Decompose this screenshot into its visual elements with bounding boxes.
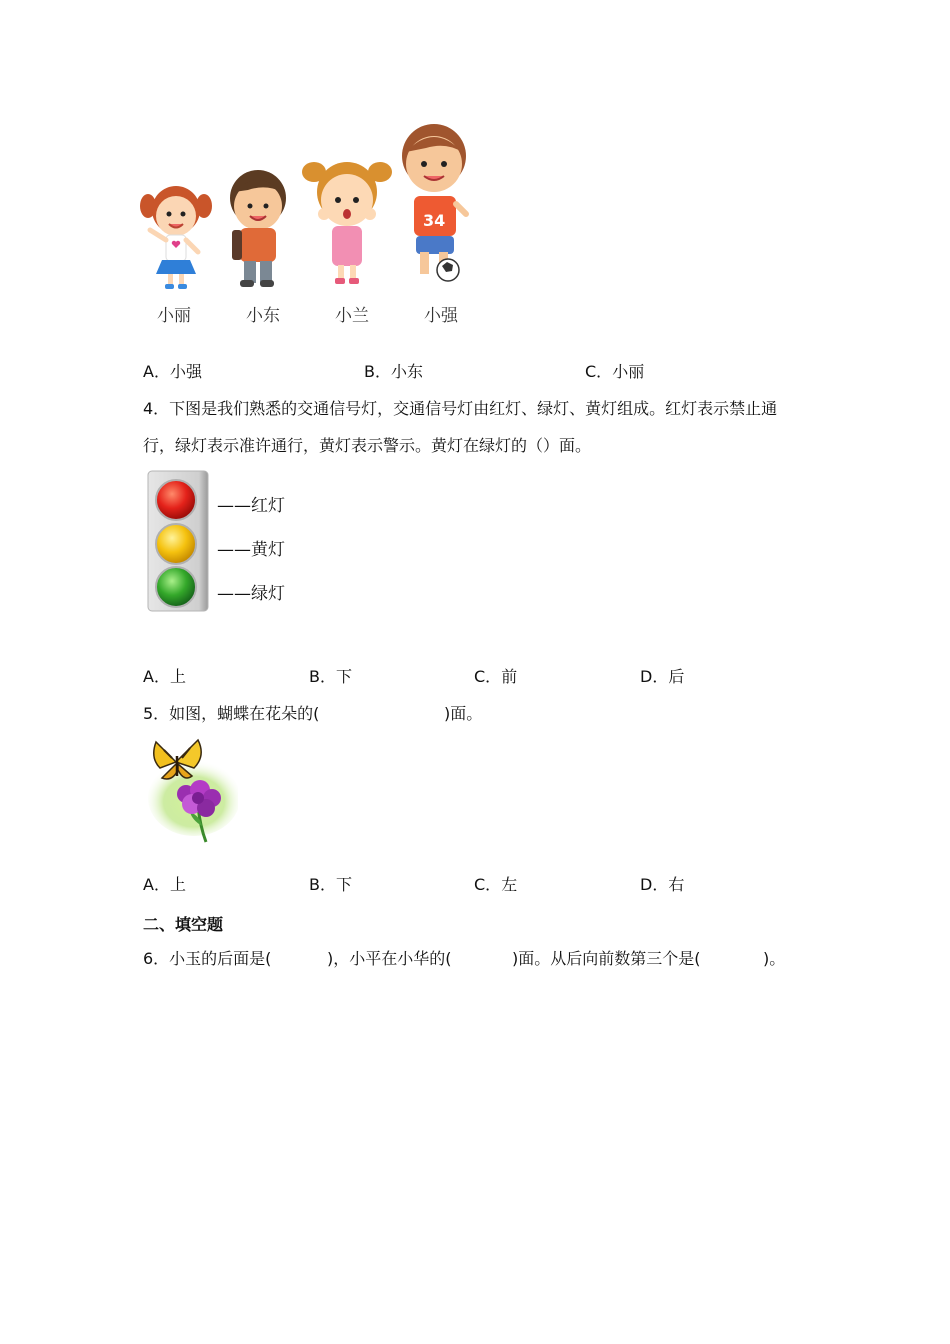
child-label-xiaoli: 小丽 (157, 306, 191, 326)
option-text: 上 (169, 667, 186, 686)
q5-option-c[interactable] (474, 875, 517, 895)
option-text: 左 (501, 875, 518, 894)
child-xiaolan-figure (302, 162, 392, 284)
option-letter: D． (640, 875, 669, 894)
traffic-light-label-red: ——红灯 (217, 496, 285, 516)
option-letter: B． (309, 667, 336, 686)
option-letter: C． (474, 875, 502, 894)
option-text: 下 (335, 875, 352, 894)
q4-stem-line2: 行，绿灯表示准许通行，黄灯表示警示。黄灯在绿灯的（）面。 (143, 436, 592, 455)
children-illustration (136, 118, 476, 298)
q5-option-d[interactable] (640, 875, 684, 895)
green-light (156, 567, 196, 607)
traffic-light-label-yellow: ——黄灯 (217, 540, 285, 560)
option-letter: D． (640, 667, 669, 686)
q5-stem-before: 5．如图，蝴蝶在花朵的( (143, 704, 320, 723)
q4-stem-line1: 4．下图是我们熟悉的交通信号灯，交通信号灯由红灯、绿灯、黄灯组成。红灯表示禁止通 (143, 399, 778, 418)
option-text: 前 (501, 667, 518, 686)
option-text: 后 (668, 667, 685, 686)
q4-option-a[interactable] (143, 667, 186, 687)
option-letter: A． (143, 875, 170, 894)
q4-option-b[interactable] (309, 667, 352, 687)
yellow-light (156, 524, 196, 564)
q4-option-d[interactable] (640, 667, 684, 687)
child-label-xiaoqiang: 小强 (424, 306, 458, 326)
traffic-light-label-green: ——绿灯 (217, 584, 285, 604)
q5-option-a[interactable] (143, 875, 186, 895)
q6-part3: )面。从后向前数第三个是( (512, 949, 701, 968)
option-letter: C． (585, 362, 613, 381)
q3-option-a[interactable] (143, 362, 202, 382)
traffic-light-illustration (146, 470, 212, 612)
child-xiaoqiang-figure (402, 124, 466, 281)
svg-text:34: 34 (423, 211, 446, 230)
child-label-xiaodong: 小东 (246, 306, 280, 326)
option-letter: A． (143, 667, 170, 686)
q6-part1: 6．小玉的后面是( (143, 949, 272, 968)
option-text: 上 (169, 875, 186, 894)
option-letter: C． (474, 667, 502, 686)
option-letter: B． (364, 362, 391, 381)
option-text: 小强 (169, 362, 202, 381)
q6-part4: )。 (763, 949, 786, 968)
q6-part2: )，小平在小华的( (327, 949, 452, 968)
butterfly-flower-illustration (146, 736, 238, 844)
q3-option-b[interactable] (364, 362, 423, 382)
q5-stem-after: )面。 (444, 704, 483, 723)
red-light (156, 480, 196, 520)
child-xiaoli-figure (140, 186, 212, 289)
child-xiaodong-figure (230, 170, 286, 287)
q4-option-c[interactable] (474, 667, 517, 687)
section-heading: 二、填空题 (143, 915, 224, 934)
option-letter: B． (309, 875, 336, 894)
q3-option-c[interactable] (585, 362, 644, 382)
option-text: 小丽 (612, 362, 645, 381)
child-label-xiaolan: 小兰 (335, 306, 369, 326)
option-text: 右 (668, 875, 685, 894)
option-text: 小东 (390, 362, 423, 381)
option-text: 下 (335, 667, 352, 686)
option-letter: A． (143, 362, 170, 381)
q5-option-b[interactable] (309, 875, 352, 895)
